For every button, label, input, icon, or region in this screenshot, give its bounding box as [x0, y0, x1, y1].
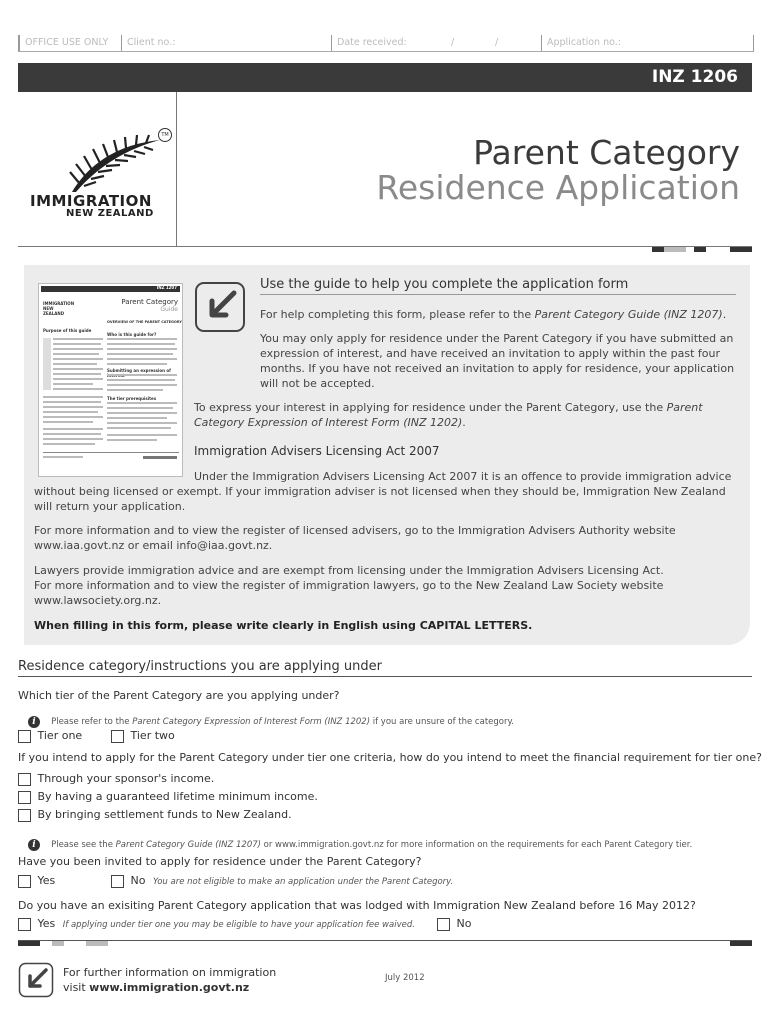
footer-arrow-icon — [18, 962, 54, 998]
info-icon: i — [28, 839, 40, 851]
deco-bar-grey — [86, 941, 108, 946]
thumb-eoi: Submitting an expression of — [107, 368, 171, 373]
question-tier: Which tier of the Parent Category are you applying under? — [18, 689, 340, 702]
date-sep-2: / — [495, 37, 499, 48]
invited-yes-checkbox[interactable] — [18, 875, 31, 888]
date-received-label: Date received: — [337, 37, 407, 48]
client-no-label: Client no.: — [127, 37, 176, 48]
guide-p3: To express your interest in applying for residence under the Parent Category, use the Parent Category Expression of Interest Form (INZ 1202). — [194, 401, 703, 429]
tier-requirements-note: i Please see the Parent Category Guide (INZ 1207) or www.immigration.govt.nz for more information on the requirements for each Parent Category tier. — [28, 832, 692, 851]
financial-option-3[interactable] — [18, 808, 292, 822]
thumb-code: INZ 1207 — [156, 285, 177, 290]
existing-no-option[interactable] — [437, 917, 471, 931]
thumb-title: Parent Category — [121, 298, 178, 306]
invited-no-note: You are not eligible to make an application under the Parent Category. — [152, 877, 454, 887]
existing-yes-option[interactable] — [18, 917, 415, 931]
sponsor-income-checkbox[interactable] — [18, 773, 31, 786]
arrow-icon — [194, 281, 246, 333]
thumb-subtitle: Guide — [160, 306, 178, 313]
info-icon: i — [28, 716, 40, 728]
section-rule — [18, 676, 752, 677]
existing-no-label: No — [456, 917, 472, 930]
trademark-mark: TM — [158, 128, 172, 142]
application-no-label: Application no.: — [547, 37, 621, 48]
tier-one-label: Tier one — [37, 729, 83, 742]
section-title: Residence category/instructions you are applying under — [18, 659, 382, 674]
financial-option-1[interactable] — [18, 772, 214, 786]
header-bottom-rule — [18, 246, 752, 247]
office-use-strip — [18, 35, 754, 52]
footer-rule — [18, 940, 752, 941]
deco-bar — [694, 247, 706, 252]
invited-no-label: No — [130, 874, 146, 887]
tier-note: i Please refer to the Parent Category Expression of Interest Form (INZ 1202) if you are unsure of the category. — [28, 709, 514, 728]
tier-two-checkbox[interactable] — [111, 730, 124, 743]
question-financial: If you intend to apply for the Parent Category under tier one criteria, how do you intend to meet the financial requirement for tier one? — [18, 751, 762, 764]
form-code: INZ 1206 — [651, 67, 738, 87]
question-invited: Have you been invited to apply for residence under the Parent Category? — [18, 855, 422, 868]
thumb-left-heading: Purpose of this guide — [43, 328, 92, 333]
guide-heading-rule — [260, 294, 736, 295]
guide-p2 — [194, 331, 738, 391]
header-bar — [18, 63, 752, 92]
deco-bar-grey — [664, 247, 686, 252]
thumb-who: Who is this guide for? — [107, 332, 157, 337]
guide-thumbnail — [38, 283, 183, 477]
footer-website-link[interactable]: www.immigration.govt.nz — [89, 981, 250, 994]
capital-letters-note: When filling in this form, please write clearly in English using CAPITAL LETTERS. — [34, 619, 533, 632]
invited-yes-label: Yes — [37, 874, 56, 887]
tier-one-checkbox[interactable] — [18, 730, 31, 743]
existing-yes-checkbox[interactable] — [18, 918, 31, 931]
page-subtitle: Residence Application — [376, 168, 740, 207]
footer-info-line1: For further information on immigration — [63, 966, 277, 979]
thumb-overview: OVERVIEW OF THE PARENT CATEGORY — [107, 320, 182, 324]
thumb-text-lines — [43, 334, 179, 464]
lifetime-income-label: By having a guaranteed lifetime minimum income. — [37, 790, 318, 803]
tier-two-option[interactable] — [111, 729, 175, 743]
settlement-funds-checkbox[interactable] — [18, 809, 31, 822]
existing-no-checkbox[interactable] — [437, 918, 450, 931]
invited-no-option[interactable] — [111, 874, 453, 888]
office-use-label: OFFICE USE ONLY — [25, 37, 109, 48]
existing-yes-note: If applying under tier one you may be eligible to have your application fee waived. — [62, 920, 415, 930]
invited-no-checkbox[interactable] — [111, 875, 124, 888]
footer-info-line2: visit www.immigration.govt.nz — [63, 981, 250, 994]
guide-p1: For help completing this form, please refer to the Parent Category Guide (INZ 1207). — [260, 308, 727, 321]
financial-option-2[interactable] — [18, 790, 318, 804]
thumb-stages: The tier prerequisites — [107, 396, 157, 401]
guide-p2-text: You may only apply for residence under the Parent Category if you have submitted an expression of interest, and have received an invitation to apply within the past four months. If you have not received an invitation to apply for residence, your application will not be accepted. — [260, 332, 735, 390]
date-sep-1: / — [451, 37, 455, 48]
invited-yes-option[interactable] — [18, 874, 55, 888]
guide-p6b: For more information and to view the register of immigration lawyers, go to the New Zealand Law Society website www.lawsociety.org.nz. — [34, 579, 664, 607]
deco-bar — [730, 941, 752, 946]
guide-p6a: Lawyers provide immigration advice and are exempt from licensing under the Immigration Advisers Licensing Act. — [34, 564, 664, 577]
logo-text: IMMIGRATION — [30, 192, 152, 210]
tier-two-label: Tier two — [130, 729, 175, 742]
guide-heading: Use the guide to help you complete the application form — [260, 277, 629, 292]
iaa-heading: Immigration Advisers Licensing Act 2007 — [194, 444, 440, 458]
existing-yes-label: Yes — [37, 917, 56, 930]
sponsor-income-label: Through your sponsor's income. — [37, 772, 215, 785]
settlement-funds-label: By bringing settlement funds to New Zealand. — [37, 808, 292, 821]
logo-subtext: NEW ZEALAND — [66, 208, 154, 219]
deco-bar — [730, 247, 752, 252]
deco-bar — [18, 941, 40, 946]
guide-p5: For more information and to view the register of licensed advisers, go to the Immigration Advisers Authority website www.iaa.govt.nz or email info@iaa.govt.nz. — [34, 524, 676, 552]
thumb-brand: IMMIGRATION NEW ZEALAND — [43, 301, 75, 316]
lifetime-income-checkbox[interactable] — [18, 791, 31, 804]
tier-one-option[interactable] — [18, 729, 82, 743]
deco-bar-grey — [52, 941, 64, 946]
footer-date: July 2012 — [385, 973, 425, 983]
guide-p4: Under the Immigration Advisers Licensing Act 2007 it is an offence to provide immigration advice without being licensed or exempt. If your immigration adviser is not licensed when they should be, Immigration New Zealand will return your application. — [34, 470, 732, 513]
question-existing-application: Do you have an exisiting Parent Category application that was lodged with Immigration New Zealand before 16 May 2012? — [18, 899, 696, 912]
page-title: Parent Category — [473, 133, 740, 172]
